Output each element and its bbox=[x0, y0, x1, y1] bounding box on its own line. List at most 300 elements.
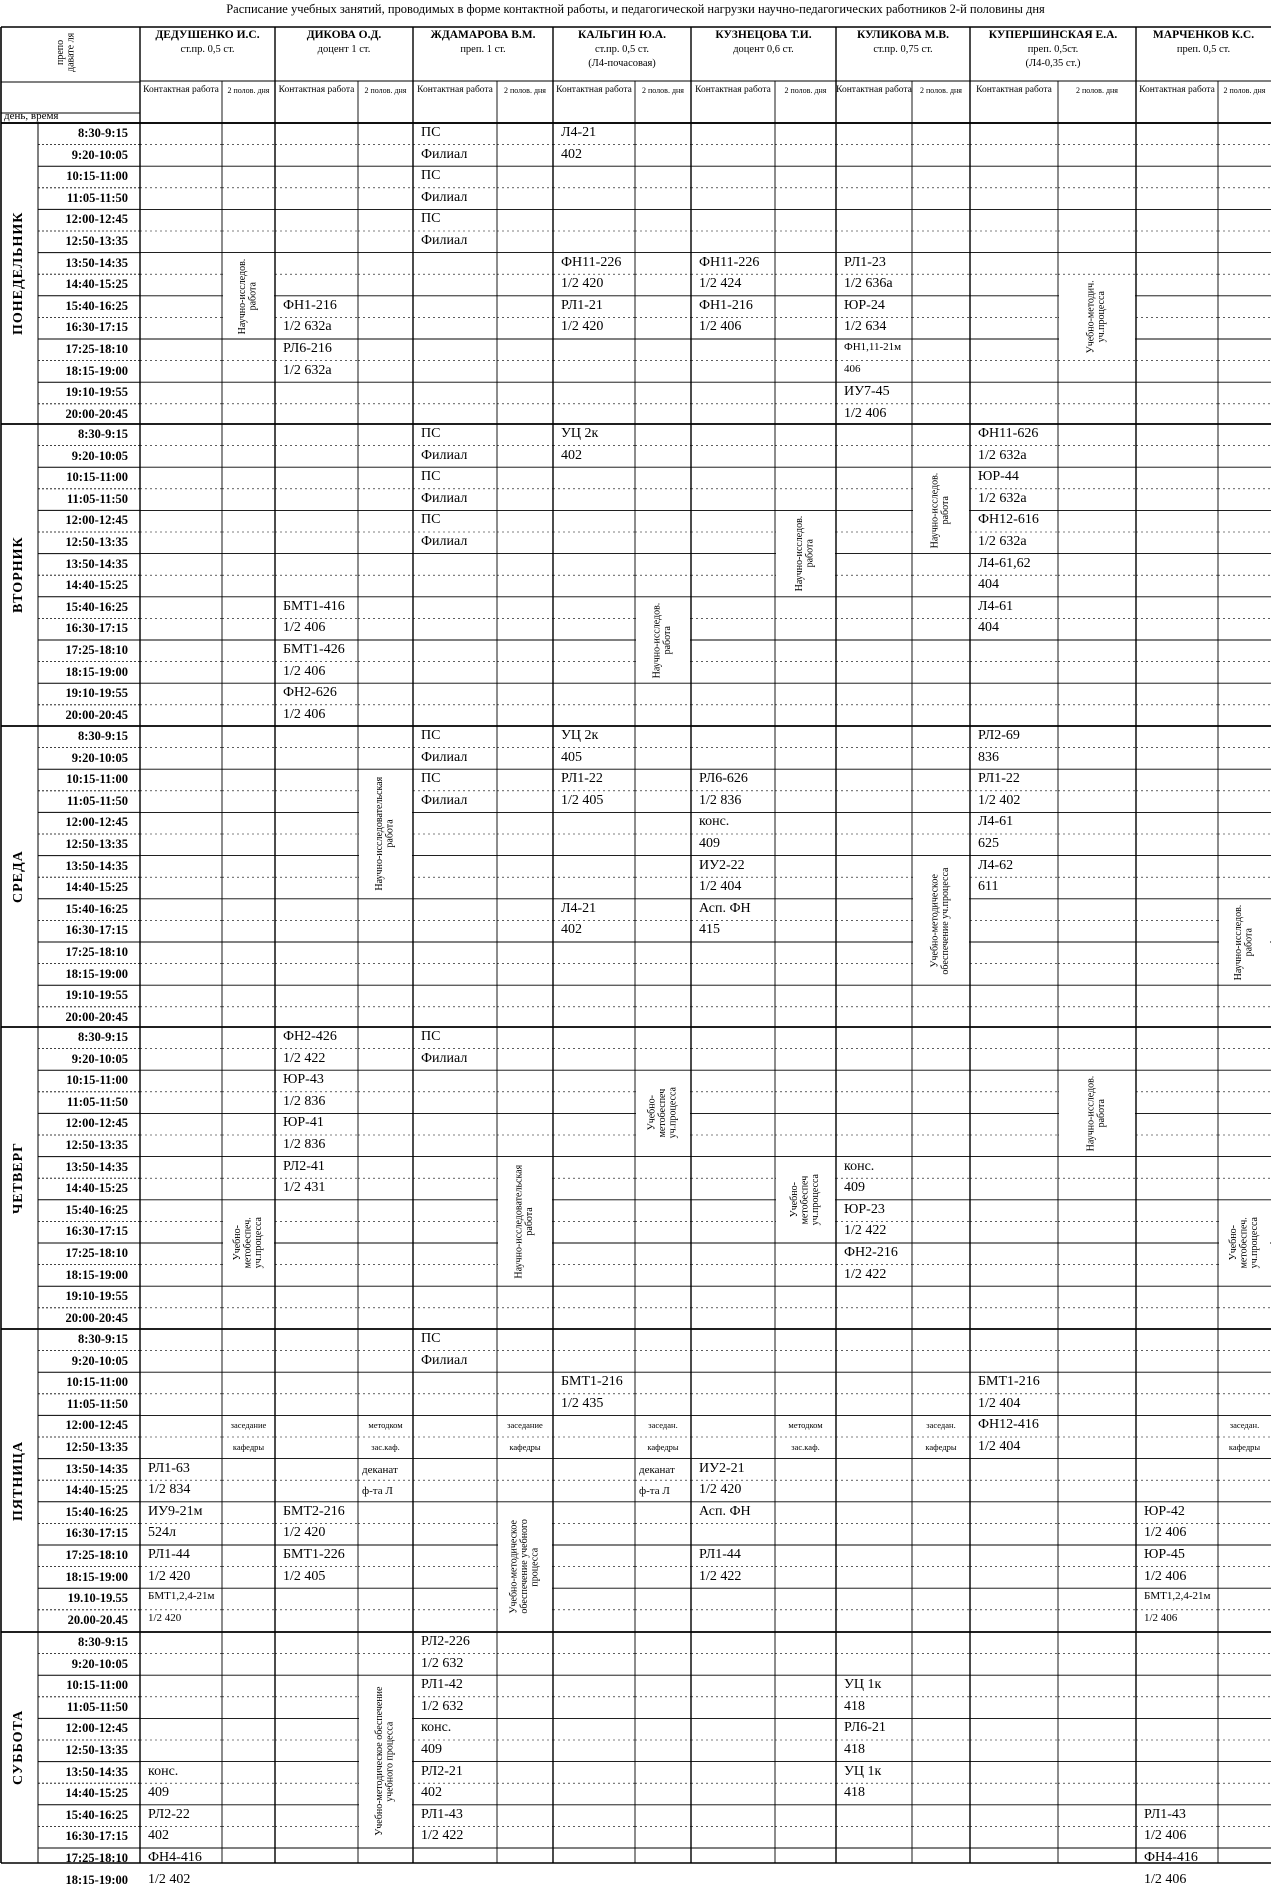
activity-note: Учебно-метобеспеч. уч.процесса bbox=[231, 1217, 264, 1269]
class-entry-room: 402 bbox=[561, 447, 582, 463]
class-entry: Асп. ФН bbox=[699, 900, 751, 916]
class-entry-room: 1/2 406 bbox=[1144, 1871, 1187, 1887]
class-entry: РЛ2-21 bbox=[421, 1763, 463, 1779]
class-entry: РЛ1-43 bbox=[1144, 1806, 1186, 1822]
class-entry-room: 409 bbox=[844, 1180, 865, 1196]
time-slot-label: 12:00-12:45 bbox=[65, 1721, 128, 1736]
class-entry: ФН1,11-21м bbox=[844, 341, 902, 353]
class-entry-room: 1/2 420 bbox=[283, 1525, 326, 1541]
class-entry: РЛ2-226 bbox=[421, 1634, 470, 1649]
class-entry: ФН2-626 bbox=[283, 685, 337, 701]
time-slot-label: 14:40-15:25 bbox=[65, 1786, 128, 1801]
class-entry-room: 409 bbox=[421, 1742, 442, 1757]
class-entry: РЛ1-22 bbox=[561, 771, 603, 787]
time-slot-label: 12:00-12:45 bbox=[65, 815, 128, 830]
time-slot-label: 12:00-12:45 bbox=[65, 513, 128, 528]
class-entry-room: 1/2 424 bbox=[699, 276, 742, 292]
class-entry: ЮР-45 bbox=[1144, 1547, 1185, 1562]
meeting-note: деканат bbox=[362, 1463, 398, 1476]
class-entry-room: 1/2 632 bbox=[421, 1655, 464, 1671]
class-entry-room: 402 bbox=[148, 1828, 169, 1844]
class-entry: УЦ 2к bbox=[561, 426, 599, 441]
time-slot-label: 19:10-19:55 bbox=[65, 686, 128, 701]
class-entry-room: 1/2 406 bbox=[283, 620, 326, 636]
time-slot-label: 13:50-14:35 bbox=[65, 556, 128, 571]
meeting-note: зас.каф. bbox=[371, 1442, 400, 1452]
class-entry-room: 402 bbox=[561, 922, 582, 938]
class-entry-room: 415 bbox=[699, 922, 720, 938]
time-slot-label: 15:40-16:25 bbox=[65, 298, 128, 313]
subcolumn-half-label: 2 полов. дня bbox=[920, 86, 962, 95]
class-entry: ПС bbox=[421, 1029, 441, 1044]
meeting-note: зас.каф. bbox=[791, 1442, 820, 1452]
teacher-position: ст.пр. 0,75 ст. bbox=[873, 44, 933, 55]
class-entry: ПС bbox=[421, 728, 441, 743]
class-entry-room: 1/2 402 bbox=[148, 1871, 191, 1887]
class-entry: РЛ1-43 bbox=[421, 1806, 463, 1822]
teacher-position: преп. 0,5ст. bbox=[1027, 44, 1079, 55]
time-slot-label: 13:50-14:35 bbox=[65, 255, 128, 270]
class-entry-room: 1/2 435 bbox=[561, 1395, 604, 1411]
subcolumn-contact-label: Контактная работа bbox=[417, 85, 493, 95]
teacher-name: КАЛЬГИН Ю.А. bbox=[578, 29, 666, 41]
class-entry: БМТ1-216 bbox=[978, 1374, 1040, 1390]
table-labels bbox=[0, 26, 1271, 1887]
class-entry: ФН11-226 bbox=[699, 254, 760, 270]
class-entry-room: 409 bbox=[699, 836, 720, 851]
class-entry: РЛ2-69 bbox=[978, 728, 1020, 743]
day-label-5: СУББОТА bbox=[11, 1709, 26, 1786]
class-entry-room: 836 bbox=[978, 749, 999, 765]
time-slot-label: 8:30-9:15 bbox=[78, 729, 128, 743]
class-entry-room: 1/2 636а bbox=[844, 276, 893, 292]
meeting-note: методком bbox=[368, 1420, 403, 1431]
time-slot-label: 8:30-9:15 bbox=[78, 1635, 128, 1649]
class-entry: РЛ1-23 bbox=[844, 254, 886, 270]
class-entry-room: 1/2 405 bbox=[283, 1568, 326, 1584]
subcolumn-half-label: 2 полов. дня bbox=[227, 86, 270, 95]
activity-note: Научно-исследов. работа bbox=[237, 257, 259, 334]
class-entry-room: 1/2 406 bbox=[1144, 1525, 1187, 1541]
class-entry: Л4-21 bbox=[561, 125, 597, 140]
class-entry-room: 1/2 404 bbox=[978, 1395, 1021, 1411]
class-entry-room: 1/2 405 bbox=[561, 792, 604, 808]
class-entry: РЛ2-41 bbox=[283, 1158, 325, 1174]
time-slot-label: 12:00-12:45 bbox=[65, 1116, 128, 1131]
time-slot-label: 20:00-20:45 bbox=[65, 406, 128, 421]
class-entry: Л4-21 bbox=[561, 900, 597, 916]
time-slot-label: 9:20-10:05 bbox=[71, 147, 128, 162]
day-label-3: ЧЕТВЕРГ bbox=[11, 1141, 26, 1215]
class-entry-room: Филиал bbox=[421, 146, 468, 162]
time-slot-label: 10:15-11:00 bbox=[66, 169, 128, 184]
subcolumn-half-label: 2 полов. дня bbox=[642, 86, 684, 95]
class-entry: РЛ6-626 bbox=[699, 771, 748, 787]
time-slot-label: 12:00-12:45 bbox=[65, 212, 128, 227]
time-slot-label: 12:50-13:35 bbox=[65, 1440, 128, 1454]
class-entry: ПС bbox=[421, 1331, 441, 1346]
time-slot-label: 15:40-16:25 bbox=[65, 1807, 128, 1822]
time-slot-label: 11:05-11:50 bbox=[66, 1699, 128, 1714]
meeting-note: деканат bbox=[639, 1463, 675, 1476]
class-entry-room: 402 bbox=[421, 1785, 442, 1801]
meeting-note: ф-та Л bbox=[362, 1485, 393, 1498]
time-slot-label: 11:05-11:50 bbox=[66, 1396, 128, 1411]
activity-note: Научно-исследовательская работа bbox=[374, 777, 396, 891]
class-entry: БМТ1-216 bbox=[561, 1374, 623, 1390]
class-entry-room: 1/2 632 bbox=[421, 1698, 464, 1714]
class-entry-room: Филиал bbox=[421, 189, 468, 205]
time-slot-label: 8:30-9:15 bbox=[78, 1030, 128, 1044]
class-entry: ФН2-216 bbox=[844, 1245, 898, 1260]
time-slot-label: 10:15-11:00 bbox=[66, 1073, 128, 1088]
time-slot-label: 18:15-19:00 bbox=[65, 1267, 128, 1282]
class-entry: РЛ1-22 bbox=[978, 771, 1020, 787]
class-entry: ФН1-216 bbox=[283, 297, 337, 313]
schedule-table bbox=[0, 26, 1271, 1887]
class-entry: БМТ1-426 bbox=[283, 642, 345, 657]
class-entry: ЮР-44 bbox=[978, 469, 1019, 485]
class-entry-room: 418 bbox=[844, 1785, 865, 1801]
class-entry: Л4-61 bbox=[978, 598, 1014, 614]
class-entry: УЦ 1к bbox=[844, 1677, 882, 1693]
class-entry-room: 1/2 422 bbox=[421, 1828, 464, 1844]
time-slot-label: 17:25-18:10 bbox=[65, 643, 128, 657]
time-slot-label: 14:40-15:25 bbox=[65, 880, 128, 895]
time-slot-label: 16:30-17:15 bbox=[65, 1224, 128, 1239]
class-entry-room: 1/2 836 bbox=[283, 1137, 326, 1152]
time-slot-label: 9:20-10:05 bbox=[71, 1656, 128, 1671]
class-entry-room: 1/2 422 bbox=[844, 1223, 887, 1239]
class-entry: РЛ6-21 bbox=[844, 1720, 886, 1736]
class-entry: ПС bbox=[421, 469, 441, 485]
subcolumn-half-label: 2 полов. дня bbox=[364, 86, 407, 95]
time-slot-label: 17:25-18:10 bbox=[65, 945, 128, 959]
time-slot-label: 18:15-19:00 bbox=[65, 363, 128, 378]
class-entry: БМТ1,2,4-21м bbox=[148, 1590, 215, 1603]
class-entry: Л4-62 bbox=[978, 857, 1014, 873]
day-label-2: СРЕДА bbox=[11, 850, 26, 903]
time-slot-label: 12:50-13:35 bbox=[65, 1743, 128, 1757]
meeting-note: кафедры bbox=[925, 1442, 957, 1452]
meeting-note: заседание bbox=[507, 1420, 543, 1431]
class-entry: БМТ1-226 bbox=[283, 1547, 345, 1562]
time-slot-label: 11:05-11:50 bbox=[66, 793, 128, 808]
class-entry-room: Филиал bbox=[421, 749, 468, 765]
class-entry-room: 1/2 632а bbox=[978, 490, 1027, 506]
time-slot-label: 17:25-18:10 bbox=[65, 1548, 128, 1562]
meeting-note: кафедры bbox=[647, 1442, 679, 1452]
class-entry-room: 1/2 406 bbox=[1144, 1611, 1178, 1624]
class-entry: РЛ2-22 bbox=[148, 1806, 190, 1822]
class-entry: УЦ 1к bbox=[844, 1763, 882, 1779]
time-slot-label: 19:10-19:55 bbox=[65, 1289, 128, 1304]
teacher-position: преп. 1 ст. bbox=[460, 44, 506, 55]
class-entry: ФН2-426 bbox=[283, 1029, 337, 1044]
activity-note: Научно-исследовательская работа bbox=[513, 1164, 535, 1279]
class-entry: РЛ1-63 bbox=[148, 1460, 190, 1476]
class-entry-room: 1/2 632а bbox=[978, 534, 1027, 549]
time-slot-label: 16:30-17:15 bbox=[65, 1526, 128, 1541]
class-entry-room: 1/2 632а bbox=[978, 447, 1027, 463]
class-entry-room: 1/2 422 bbox=[699, 1568, 742, 1584]
class-entry-room: Филиал bbox=[421, 233, 468, 248]
time-slot-label: 17:25-18:10 bbox=[65, 1246, 128, 1260]
time-slot-label: 8:30-9:15 bbox=[78, 1332, 128, 1346]
time-slot-label: 15:40-16:25 bbox=[65, 1504, 128, 1519]
activity-note: Учебно-методич. уч.процесса bbox=[1085, 280, 1107, 354]
class-entry-room: 1/2 406 bbox=[283, 706, 326, 722]
class-entry: ИУ2-21 bbox=[699, 1460, 745, 1476]
class-entry-room: 611 bbox=[978, 879, 999, 895]
day-label-1: ВТОРНИК bbox=[11, 536, 26, 614]
class-entry: Асп. ФН bbox=[699, 1503, 751, 1519]
class-entry: ЮР-23 bbox=[844, 1201, 885, 1217]
time-slot-label: 15:40-16:25 bbox=[65, 599, 128, 614]
meeting-note: заседание bbox=[230, 1420, 267, 1431]
time-slot-label: 15:40-16:25 bbox=[65, 1202, 128, 1217]
corner-label: препо давате ля bbox=[55, 32, 77, 72]
meeting-note: методком bbox=[788, 1420, 823, 1431]
class-entry-room: 1/2 406 bbox=[699, 319, 742, 335]
subcolumn-half-label: 2 полов. дня bbox=[1223, 86, 1266, 95]
subcolumn-contact-label: Контактная работа bbox=[836, 85, 912, 95]
activity-note: Учебно-методическое обеспечение учебного процесса bbox=[508, 1519, 541, 1614]
class-entry-room: 1/2 836 bbox=[283, 1093, 326, 1109]
subcolumn-half-label: 2 полов. дня bbox=[1076, 86, 1118, 95]
class-entry: ФН12-616 bbox=[978, 512, 1039, 528]
class-entry-room: 404 bbox=[978, 577, 999, 593]
time-slot-label: 16:30-17:15 bbox=[65, 923, 128, 938]
class-entry-room: 1/2 634 bbox=[844, 319, 887, 335]
class-entry: ЮР-43 bbox=[283, 1072, 324, 1088]
day-label-0: ПОНЕДЕЛЬНИК bbox=[11, 211, 26, 336]
class-entry-room: 1/2 632а bbox=[283, 319, 332, 335]
class-entry: ФН11-626 bbox=[978, 426, 1039, 441]
class-entry: РЛ6-216 bbox=[283, 341, 332, 356]
class-entry-room: Филиал bbox=[421, 534, 468, 549]
class-entry: ПС bbox=[421, 211, 441, 227]
class-entry-room: Филиал bbox=[421, 1352, 468, 1368]
class-entry: ФН1-216 bbox=[699, 297, 753, 313]
teacher-position: ст.пр. 0,5 ст. bbox=[594, 44, 650, 55]
class-entry: РЛ1-21 bbox=[561, 297, 603, 313]
meeting-note: заседан. bbox=[926, 1420, 956, 1431]
meeting-note: ф-та Л bbox=[639, 1485, 670, 1498]
class-entry-room: Филиал bbox=[421, 1050, 468, 1066]
class-entry: БМТ2-216 bbox=[283, 1503, 345, 1519]
time-slot-label: 9:20-10:05 bbox=[71, 750, 128, 765]
time-slot-label: 19.10-19.55 bbox=[67, 1591, 128, 1606]
corner-day-time: день, время bbox=[4, 110, 59, 122]
time-slot-label: 13:50-14:35 bbox=[65, 1159, 128, 1174]
activity-note: Учебно-методическое обеспечение уч.процесса bbox=[929, 866, 951, 974]
time-slot-label: 8:30-9:15 bbox=[78, 427, 128, 441]
class-entry-room: 1/2 406 bbox=[844, 405, 887, 421]
class-entry-room: 1/2 420 bbox=[561, 319, 604, 335]
class-entry-room: 524л bbox=[148, 1525, 176, 1541]
teacher-position: доцент 0,6 ст. bbox=[733, 44, 794, 55]
time-slot-label: 10:15-11:00 bbox=[66, 772, 128, 787]
class-entry: РЛ1-42 bbox=[421, 1677, 463, 1693]
class-entry: ПС bbox=[421, 125, 441, 140]
class-entry: ЮР-24 bbox=[844, 297, 885, 313]
meeting-note: кафедры bbox=[509, 1442, 541, 1452]
class-entry-room: 402 bbox=[561, 146, 582, 162]
class-entry-room: 1/2 420 bbox=[699, 1482, 742, 1498]
activity-note: Учебно-метобеспеч уч.процесса bbox=[646, 1087, 679, 1140]
class-entry-room: 1/2 422 bbox=[844, 1266, 887, 1282]
class-entry-room: 1/2 420 bbox=[561, 276, 604, 292]
class-entry-room: Филиал bbox=[421, 447, 468, 463]
class-entry: Л4-61,62 bbox=[978, 555, 1031, 571]
class-entry: БМТ1,2,4-21м bbox=[1144, 1590, 1211, 1603]
teacher-note: (Л4-почасовая) bbox=[588, 58, 656, 69]
meeting-note: кафедры bbox=[1228, 1442, 1261, 1452]
class-entry: ФН4-416 bbox=[148, 1850, 202, 1865]
teacher-name: ЖДАМАРОВА В.М. bbox=[430, 29, 536, 41]
class-entry-room: 1/2 404 bbox=[978, 1439, 1021, 1454]
class-entry-room: 1/2 420 bbox=[148, 1611, 182, 1624]
time-slot-label: 9:20-10:05 bbox=[71, 1353, 128, 1368]
class-entry: РЛ1-44 bbox=[699, 1547, 741, 1562]
class-entry-room: 1/2 406 bbox=[1144, 1828, 1187, 1844]
teacher-name: ДИКОВА О.Д. bbox=[306, 29, 382, 41]
subcolumn-half-label: 2 полов. дня bbox=[784, 86, 827, 95]
time-slot-label: 13:50-14:35 bbox=[65, 858, 128, 873]
class-entry: УЦ 2к bbox=[561, 728, 599, 743]
time-slot-label: 13:50-14:35 bbox=[65, 1461, 128, 1476]
time-slot-label: 20:00-20:45 bbox=[65, 1310, 128, 1325]
time-slot-label: 18:15-19:00 bbox=[65, 966, 128, 981]
time-slot-label: 14:40-15:25 bbox=[65, 1181, 128, 1196]
class-entry: ПС bbox=[421, 426, 441, 441]
class-entry: ИУ9-21м bbox=[148, 1503, 203, 1519]
day-label-4: ПЯТНИЦА bbox=[11, 1440, 26, 1521]
time-slot-label: 16:30-17:15 bbox=[65, 621, 128, 636]
activity-note: Научно-исследов. работа bbox=[1085, 1075, 1107, 1152]
time-slot-label: 10:15-11:00 bbox=[66, 470, 128, 485]
time-slot-label: 20.00-20.45 bbox=[67, 1612, 128, 1627]
activity-note: Учебно-методическое обеспечение учебного процесса bbox=[374, 1686, 396, 1837]
time-slot-label: 10:15-11:00 bbox=[66, 1375, 128, 1390]
class-entry: ПС bbox=[421, 512, 441, 528]
time-slot-label: 8:30-9:15 bbox=[78, 126, 128, 140]
teacher-position: преп. 0,5 ст. bbox=[1176, 44, 1231, 55]
activity-note: Учебно-метобеспеч. уч.процесса bbox=[1227, 1217, 1260, 1269]
time-slot-label: 12:50-13:35 bbox=[65, 1138, 128, 1152]
class-entry-room: 1/2 836 bbox=[699, 792, 742, 808]
class-entry: конс. bbox=[844, 1158, 875, 1174]
class-entry-room: 418 bbox=[844, 1742, 865, 1757]
activity-note: Учебно-метобеспеч уч.процесса bbox=[788, 1174, 821, 1226]
class-entry-room: 418 bbox=[844, 1698, 865, 1714]
class-entry-room: 405 bbox=[561, 749, 582, 765]
teacher-name: КУЛИКОВА М.В. bbox=[857, 29, 949, 41]
class-entry-room: 1/2 431 bbox=[283, 1180, 326, 1196]
teacher-name: МАРЧЕНКОВ К.С. bbox=[1152, 29, 1255, 41]
time-slot-label: 20:00-20:45 bbox=[65, 1009, 128, 1024]
class-entry-room: 404 bbox=[978, 620, 999, 636]
teacher-position: доцент 1 ст. bbox=[317, 44, 371, 55]
time-slot-label: 11:05-11:50 bbox=[66, 491, 128, 506]
page-title: Расписание учебных занятий, проводимых в форме контактной работы, и педагогической нагрузки научно-педагогических работников 2-й половины дня bbox=[226, 2, 1045, 16]
subcolumn-half-label: 2 полов. дня bbox=[504, 86, 546, 95]
class-entry-room: Филиал bbox=[421, 490, 468, 506]
time-slot-label: 17:25-18:10 bbox=[65, 342, 128, 356]
subcolumn-contact-label: Контактная работа bbox=[976, 85, 1052, 95]
class-entry: ФН12-416 bbox=[978, 1417, 1039, 1433]
teacher-name: ДЕДУШЕНКО И.С. bbox=[155, 29, 260, 41]
time-slot-label: 12:00-12:45 bbox=[65, 1418, 128, 1433]
class-entry-room: 1/2 422 bbox=[283, 1050, 326, 1066]
time-slot-label: 9:20-10:05 bbox=[71, 448, 128, 463]
class-entry: ПС bbox=[421, 168, 441, 184]
time-slot-label: 18:15-19:00 bbox=[65, 664, 128, 679]
class-entry-room: 625 bbox=[978, 836, 999, 851]
class-entry: конс. bbox=[699, 814, 730, 830]
class-entry-room: 1/2 406 bbox=[1144, 1568, 1187, 1584]
class-entry-room: 1/2 402 bbox=[978, 792, 1021, 808]
time-slot-label: 20:00-20:45 bbox=[65, 707, 128, 722]
class-entry: ЮР-42 bbox=[1144, 1503, 1185, 1519]
subcolumn-contact-label: Контактная работа bbox=[556, 85, 632, 95]
class-entry-room: Филиал bbox=[421, 792, 468, 808]
subcolumn-contact-label: Контактная работа bbox=[143, 85, 219, 95]
time-slot-label: 14:40-15:25 bbox=[65, 578, 128, 593]
class-entry-room: 1/2 834 bbox=[148, 1482, 191, 1498]
class-entry: ФН4-416 bbox=[1144, 1850, 1198, 1865]
class-entry: ИУ7-45 bbox=[844, 384, 890, 400]
time-slot-label: 18:15-19:00 bbox=[65, 1872, 128, 1887]
teacher-position: ст.пр. 0,5 ст. bbox=[180, 44, 235, 55]
time-slot-label: 19:10-19:55 bbox=[65, 385, 128, 400]
teacher-name: КУЗНЕЦОВА Т.И. bbox=[715, 29, 812, 41]
time-slot-label: 11:05-11:50 bbox=[66, 1094, 128, 1109]
activity-note: Научно-исследов. работа bbox=[794, 515, 816, 592]
time-slot-label: 16:30-17:15 bbox=[65, 320, 128, 335]
class-entry-room: 1/2 406 bbox=[283, 663, 326, 679]
class-entry: ЮР-41 bbox=[283, 1115, 324, 1131]
class-entry: конс. bbox=[421, 1720, 452, 1736]
time-slot-label: 14:40-15:25 bbox=[65, 277, 128, 292]
class-entry-room: 1/2 404 bbox=[699, 879, 742, 895]
time-slot-label: 12:50-13:35 bbox=[65, 837, 128, 851]
activity-note: Научно-исследов. работа bbox=[929, 472, 951, 549]
class-entry: конс. bbox=[148, 1763, 179, 1779]
class-entry: ФН11-226 bbox=[561, 254, 622, 270]
class-entry: ПС bbox=[421, 771, 441, 787]
time-slot-label: 11:05-11:50 bbox=[66, 190, 128, 205]
subcolumn-contact-label: Контактная работа bbox=[695, 85, 771, 95]
time-slot-label: 18:15-19:00 bbox=[65, 1569, 128, 1584]
time-slot-label: 14:40-15:25 bbox=[65, 1483, 128, 1498]
subcolumn-contact-label: Контактная работа bbox=[278, 85, 355, 95]
time-slot-label: 9:20-10:05 bbox=[71, 1051, 128, 1066]
class-entry: БМТ1-416 bbox=[283, 598, 345, 614]
meeting-note: кафедры bbox=[232, 1442, 265, 1452]
class-entry-room: 1/2 420 bbox=[148, 1568, 191, 1584]
teacher-name: КУПЕРШИНСКАЯ Е.А. bbox=[988, 29, 1118, 41]
time-slot-label: 17:25-18:10 bbox=[65, 1851, 128, 1865]
class-entry-room: 406 bbox=[844, 362, 861, 375]
time-slot-label: 19:10-19:55 bbox=[65, 988, 128, 1003]
meeting-note: заседан. bbox=[1229, 1420, 1260, 1431]
teacher-note: (Л4-0,35 ст.) bbox=[1025, 58, 1081, 69]
time-slot-label: 12:50-13:35 bbox=[65, 535, 128, 549]
subcolumn-contact-label: Контактная работа bbox=[1139, 85, 1215, 95]
time-slot-label: 10:15-11:00 bbox=[66, 1678, 128, 1693]
